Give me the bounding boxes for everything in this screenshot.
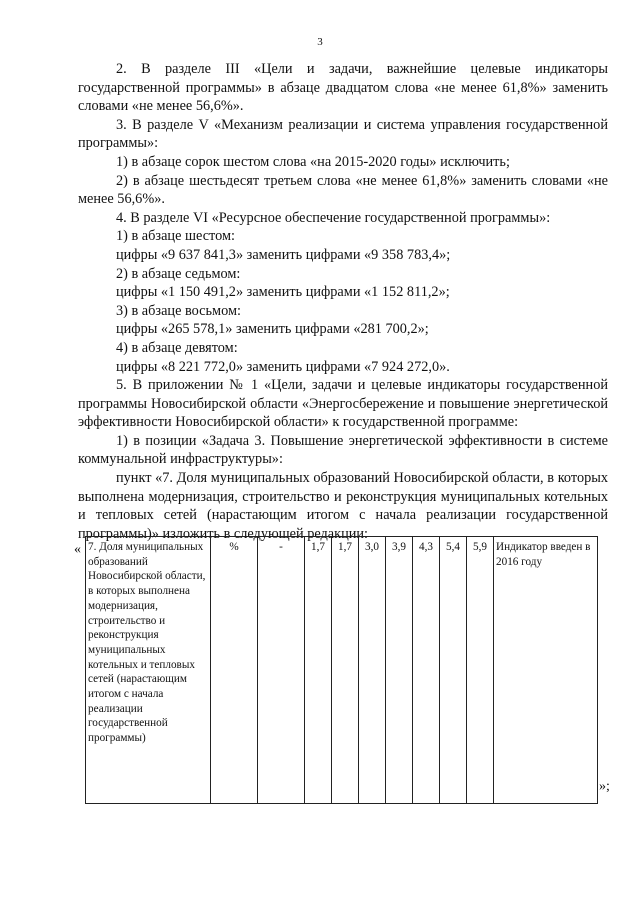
- paragraph-item: цифры «265 578,1» заменить цифрами «281 700,2»;: [116, 321, 429, 338]
- value-cell: 5,9: [467, 537, 494, 804]
- base-value-cell: -: [258, 537, 305, 804]
- value-cell: 3,9: [386, 537, 413, 804]
- value-cell: 1,7: [332, 537, 359, 804]
- unit-cell: %: [211, 537, 258, 804]
- paragraph-item: цифры «8 221 772,0» заменить цифрами «7 924 272,0».: [116, 358, 450, 375]
- note-cell: Индикатор введен в 2016 году: [494, 537, 598, 804]
- value-cell: 4,3: [413, 537, 440, 804]
- value-cell: 3,0: [359, 537, 386, 804]
- paragraph-item: 2) в абзаце шестьдесят третьем слова «не менее 61,8%» заменить словами «не менее 56,6%».: [78, 172, 608, 208]
- page-number: 3: [317, 36, 323, 48]
- paragraph-item: 1) в позиции «Задача 3. Повышение энергетической эффективности в системе коммунальной инфраструктуры»:: [78, 432, 608, 468]
- paragraph-section-5: 3. В разделе V «Механизм реализации и система управления государственной программы»:: [78, 116, 608, 152]
- paragraph-item: 4) в абзаце девятом:: [116, 339, 238, 356]
- table-row: [86, 537, 598, 804]
- paragraph-item: 3) в абзаце восьмом:: [116, 302, 241, 319]
- paragraph-item: 2) в абзаце седьмом:: [116, 265, 241, 282]
- paragraph-section-6: 4. В разделе VI «Ресурсное обеспечение государственной программы»:: [116, 209, 551, 226]
- value-cell: 1,7: [305, 537, 332, 804]
- paragraph-appendix-1: 5. В приложении № 1 «Цели, задачи и целевые индикаторы государственной программы Новосибирской области «Энергосбережение и повышение энергетической эффективности Новосибирской области» к государственной программе:: [78, 377, 608, 431]
- paragraph-item: цифры «9 637 841,3» заменить цифрами «9 358 783,4»;: [116, 246, 451, 263]
- indicator-table: [85, 536, 598, 804]
- paragraph-item: 1) в абзаце сорок шестом слова «на 2015-2020 годы» исключить;: [116, 153, 510, 170]
- closing-quote: »;: [599, 779, 610, 794]
- opening-quote: «: [74, 542, 81, 557]
- value-cell: 5,4: [440, 537, 467, 804]
- paragraph-item: цифры «1 150 491,2» заменить цифрами «1 152 811,2»;: [116, 284, 450, 301]
- paragraph-section-3: 2. В разделе III «Цели и задачи, важнейшие целевые индикаторы государственной программы» в абзаце двадцатом слова «не менее 61,8%» заменить словами «не менее 56,6%».: [78, 61, 608, 115]
- indicator-name-cell: 7. Доля муниципальных образований Новосибирской области, в которых выполнена модернизация, строительство и реконструкция муниципальных котельных и тепловых сетей (нарастающим итогом с начала реализации государственной программы): [86, 537, 211, 804]
- document-body: [78, 60, 608, 543]
- paragraph-item: 1) в абзаце шестом:: [116, 228, 236, 245]
- paragraph-item: пункт «7. Доля муниципальных образований Новосибирской области, в которых выполнена модернизация, строительство и реконструкция муниципальных котельных и тепловых сетей (нарастающим итогом с начала реализации государственной программы)» изложить в следующей редакции:: [78, 470, 608, 542]
